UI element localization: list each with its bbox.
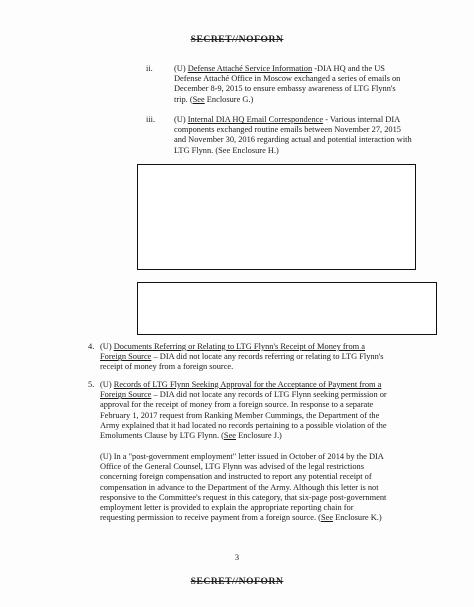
post-line-3: compensation in advance to the Department of the Army. Although this letter is not bbox=[100, 482, 379, 492]
item-5-lead: (U) bbox=[100, 380, 114, 389]
item-5-line-2: – DIA did not locate any records of LTG Flynn seeking permission or bbox=[151, 390, 387, 400]
item-5-line-6: Emoluments Clause by LTG Flynn. ( bbox=[100, 431, 224, 441]
post-line-5: employment letter is provided to explain the appropriate reporting chain for bbox=[100, 503, 354, 513]
item-iii-paragraph bbox=[174, 115, 424, 156]
item-iii-heading: Internal DIA HQ Email Correspondence bbox=[187, 115, 324, 124]
item-iii-line-0: - Various internal DIA bbox=[323, 115, 401, 124]
item-ii-enclosure-tail: Enclosure G.) bbox=[204, 94, 254, 104]
redaction-box-1 bbox=[137, 164, 416, 270]
item-4-number: 4. bbox=[88, 342, 95, 351]
page-number: 3 bbox=[234, 553, 240, 562]
item-4-line-3: receipt of money from a foreign source. bbox=[100, 362, 234, 372]
item-5-enclosure-see: See bbox=[223, 431, 237, 441]
item-5-heading-2: Foreign Source bbox=[100, 390, 152, 400]
item-4-line-2: – DIA did not locate any records referring or relating to LTG Flynn's bbox=[151, 352, 384, 362]
post-line-6: requesting permission to receive payment from a foreign source. ( bbox=[100, 513, 321, 523]
item-ii-lead: (U) bbox=[174, 64, 188, 73]
post-line-0: (U) In a "post-government employment" letter issued in October of 2014 by the DIA bbox=[100, 452, 384, 461]
item-iii-numeral: iii. bbox=[146, 115, 156, 124]
item-ii-heading: Defense Attaché Service Information bbox=[187, 64, 313, 73]
item-5-line-3: approval for the receipt of money from a foreign source. In response to a separate bbox=[100, 400, 374, 410]
item-5-heading-1: Records of LTG Flynn Seeking Approval for the Acceptance of Payment from a bbox=[113, 380, 382, 389]
post-line-4: responsive to the Committee's request in this category, that six-page post-government bbox=[100, 492, 387, 502]
item-iii-lead: (U) bbox=[174, 115, 188, 124]
item-5-enclosure-tail: Enclosure J.) bbox=[236, 431, 282, 441]
post-employment-paragraph bbox=[100, 452, 418, 523]
item-ii-line-3: trip. ( bbox=[174, 94, 193, 104]
item-ii-paragraph bbox=[174, 64, 419, 105]
item-5-paragraph bbox=[100, 380, 418, 441]
item-ii-numeral: ii. bbox=[146, 64, 153, 73]
redaction-box-2 bbox=[137, 282, 437, 335]
item-5-number: 5. bbox=[88, 380, 95, 389]
classification-marking-top: SECRET//NOFORN bbox=[190, 35, 284, 45]
item-ii-line-2: December 8-9, 2015 to ensure embassy awareness of LTG Flynn's bbox=[174, 84, 396, 94]
item-ii-line-1: Defense Attaché Office in Moscow exchanged a series of emails on bbox=[174, 74, 401, 84]
item-ii-enclosure-see: See bbox=[192, 94, 205, 104]
item-iii-line-2: and November 30, 2016 regarding actual and potential interaction with bbox=[174, 135, 412, 145]
item-4-heading-1: Documents Referring or Relating to LTG Flynn's Receipt of Money from a bbox=[113, 342, 365, 351]
item-iii-line-3: LTG Flynn. (See Enclosure H.) bbox=[174, 145, 279, 155]
post-enclosure-see: See bbox=[320, 513, 334, 523]
post-line-2: concerning foreign compensation and instructed to report any potential receipt of bbox=[100, 472, 372, 482]
item-4-heading-2: Foreign Source bbox=[100, 352, 152, 362]
item-iii-line-1: components exchanged routine emails between November 27, 2015 bbox=[174, 125, 401, 135]
item-4-lead: (U) bbox=[100, 342, 114, 351]
item-5-line-4: February 1, 2017 request from Ranking Member Cummings, the Department of the bbox=[100, 410, 380, 420]
post-enclosure-tail: Enclosure K.) bbox=[333, 513, 382, 523]
post-line-1: Office of the General Counsel, LTG Flynn was advised of the legal restrictions bbox=[100, 462, 364, 472]
item-ii-line-0: -DIA HQ and the US bbox=[312, 64, 385, 73]
classification-marking-bottom: SECRET//NOFORN bbox=[190, 577, 284, 587]
item-5-line-5: Army explained that it had located no records pertaining to a possible violation of the bbox=[100, 420, 387, 430]
item-4-paragraph bbox=[100, 342, 400, 373]
